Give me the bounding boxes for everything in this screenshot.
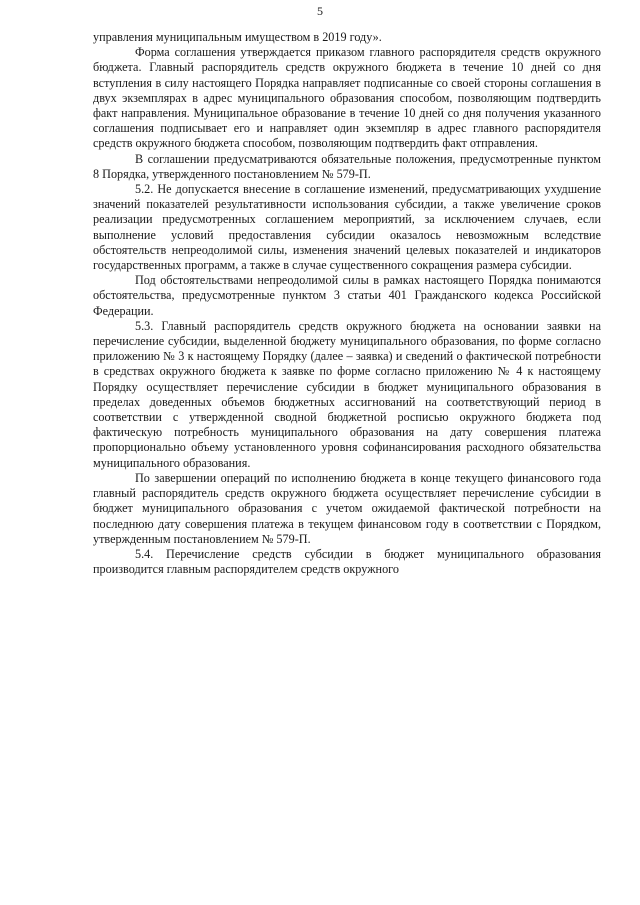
paragraph-clause-5-4: 5.4. Перечисление средств субсидии в бюджет муниципального образования производится главным распорядителем средств окружного [93, 546, 601, 577]
paragraph-clause-5-3: 5.3. Главный распорядитель средств окружного бюджета на основании заявки на перечисление субсидии, выделенной бюджету муниципального образования, по форме согласно приложению № 3 к настоящему Порядку (далее – заявка) и сведений о фактической потребности в средствах окружного бюджета к заявке по форме согласно приложению № 4 к настоящему Порядку осуществляет перечисление субсидии в бюджет муниципального образования в пределах доведенных объемов бюджетных ассигнований на соответствующий период в соответствии с утвержденной сводной бюджетной росписью окружного бюджета под фактическую потребность муниципального образования на дату совершения платежа пропорционально объему установленного уровня софинансирования расходного обязательства муниципального образования. [93, 318, 601, 470]
paragraph-mandatory-provisions: В соглашении предусматриваются обязательные положения, предусмотренные пунктом 8 Порядка, утвержденного постановлением № 579-П. [93, 151, 601, 181]
paragraph-continuation: управления муниципальным имуществом в 2019 году». [93, 30, 382, 44]
paragraph-agreement-form: Форма соглашения утверждается приказом главного распорядителя средств окружного бюджета. Главный распорядитель средств окружного бюджета в течение 10 дней со дня вступления в силу настоящего Порядка направляет подписанные со своей стороны соглашения в двух экземплярах в адрес муниципального образования способом, позволяющим подтвердить факт направления. Муниципальное образование в течение 10 дней со дня получения указанного соглашения подписывает его и направляет один экземпляр в адрес главного распорядителя средств окружного бюджета способом, позволяющим подтвердить факт отправления. [93, 45, 601, 151]
paragraph-year-end-transfer: По завершении операций по исполнению бюджета в конце текущего финансового года главный распорядитель средств окружного бюджета осуществляет перечисление субсидии в бюджет муниципального образования с учетом ожидаемой фактической потребности на последнюю дату совершения платежа в текущем финансовом году в соответствии с Порядком, утвержденным постановлением № 579-П. [93, 470, 601, 546]
document-body [93, 30, 601, 577]
page-number: 5 [317, 4, 323, 18]
paragraph-force-majeure: Под обстоятельствами непреодолимой силы в рамках настоящего Порядка понимаются обстоятельства, предусмотренные пунктом 3 статьи 401 Гражданского кодекса Российской Федерации. [93, 273, 601, 318]
paragraph-clause-5-2: 5.2. Не допускается внесение в соглашение изменений, предусматривающих ухудшение значений показателей результативности использования субсидии, а также увеличение сроков реализации предусмотренных соглашением мероприятий, за исключением случаев, если выполнение условий предоставления субсидии оказалось невозможным вследствие обстоятельств непреодолимой силы, изменения значений целевых показателей и индикаторов государственных программ, а также в случае существенного сокращения размера субсидии. [93, 182, 601, 273]
